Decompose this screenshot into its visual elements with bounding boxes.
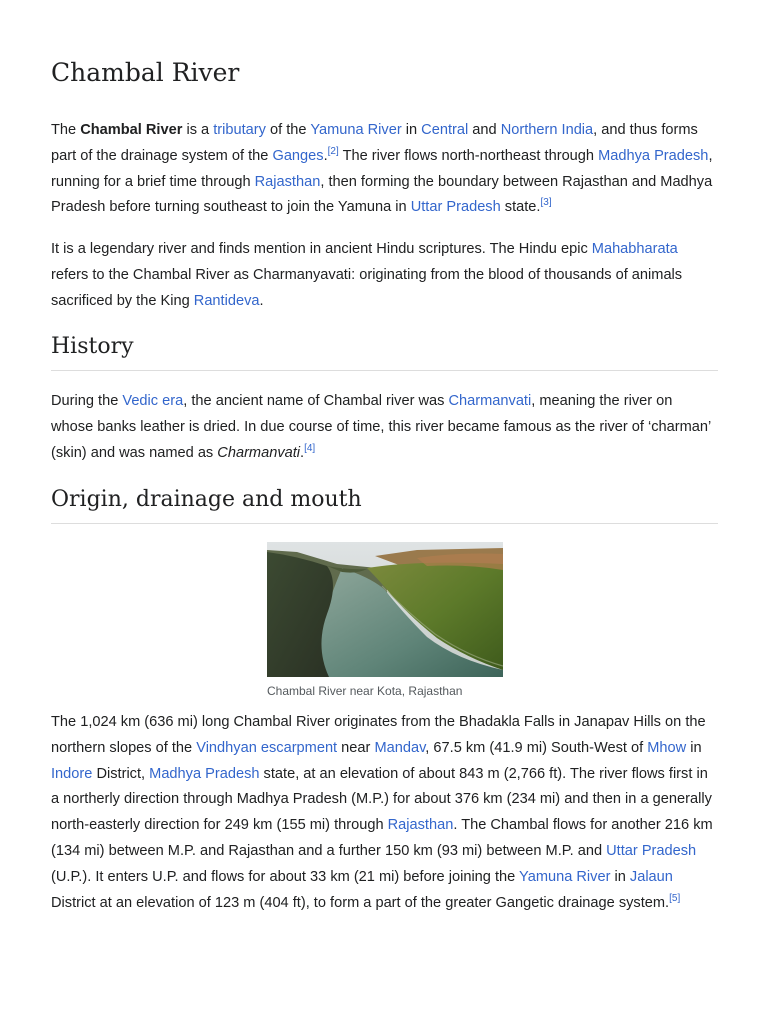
link-northern-india[interactable]: Northern India bbox=[500, 122, 594, 138]
link-mandav[interactable]: Mandav bbox=[374, 739, 426, 756]
section-divider bbox=[51, 523, 718, 524]
history-heading: History bbox=[51, 334, 134, 359]
intro-paragraph: The Chambal River is a tributary of the Yamuna River in Central and Northern India, and thus forms part of the drainage system of the Ganges.[2] The river flows north-northeast through Madhya Pradesh, running for a brief time through Rajasthan, then forming the boundary between Rajasthan and Madhya Pradesh before turning southeast to join the Yamuna in Uttar Pradesh state.[3] bbox=[51, 122, 713, 216]
link-uttar-pradesh[interactable]: Uttar Pradesh bbox=[410, 199, 501, 216]
link-yamuna-river[interactable]: Yamuna River bbox=[519, 868, 611, 885]
bold-term: Chambal River bbox=[80, 122, 183, 138]
link-rajasthan[interactable]: Rajasthan bbox=[254, 173, 321, 190]
river-figure bbox=[267, 542, 503, 698]
river-photo[interactable] bbox=[267, 542, 503, 677]
link-ganges[interactable]: Ganges bbox=[272, 147, 324, 164]
link-indore[interactable]: Indore bbox=[51, 765, 93, 782]
link-yamuna-river[interactable]: Yamuna River bbox=[310, 122, 402, 138]
figure-caption: Chambal River near Kota, Rajasthan bbox=[267, 684, 463, 698]
link-mahabharata[interactable]: Mahabharata bbox=[591, 241, 678, 257]
origin-heading: Origin, drainage and mouth bbox=[51, 487, 362, 512]
history-paragraph: During the Vedic era, the ancient name of Chambal river was Charmanvati, meaning the river on whose banks leather is dried. In due course of time, this river became famous as the river of ‘charman’ (skin) and was named as Charmanvati.[4] bbox=[51, 393, 711, 461]
reference-3[interactable]: [3] bbox=[540, 197, 552, 209]
reference-4[interactable]: [4] bbox=[304, 442, 316, 454]
link-rantideva[interactable]: Rantideva bbox=[193, 292, 260, 309]
italic-term: Charmanvati bbox=[217, 444, 301, 461]
reference-2[interactable]: [2] bbox=[327, 145, 339, 157]
origin-section-header bbox=[51, 487, 718, 524]
link-jalaun[interactable]: Jalaun bbox=[629, 868, 673, 885]
link-mhow[interactable]: Mhow bbox=[647, 739, 687, 756]
section-divider bbox=[51, 370, 718, 371]
reference-5[interactable]: [5] bbox=[669, 892, 681, 904]
link-central[interactable]: Central bbox=[421, 122, 469, 138]
link-rajasthan[interactable]: Rajasthan bbox=[387, 817, 454, 834]
link-vedic-era[interactable]: Vedic era bbox=[122, 393, 184, 409]
link-madhya-pradesh[interactable]: Madhya Pradesh bbox=[149, 765, 260, 782]
link-charmanvati[interactable]: Charmanvati bbox=[448, 393, 532, 409]
link-vindhyan-escarpment[interactable]: Vindhyan escarpment bbox=[196, 739, 338, 756]
origin-paragraph: The 1,024 km (636 mi) long Chambal River originates from the Bhadakla Falls in Janapav Hills on the northern slopes of the Vindhyan escarpment near Mandav, 67.5 km (41.9 mi) South-West of Mhow in Indore District, Madhya Pradesh state, at an elevation of about 843 m (2,766 ft). The river flows first in a northerly direction through Madhya Pradesh (M.P.) for about 376 km (234 mi) and then in a generally north-easterly direction for 249 km (155 mi) through Rajasthan. The Chambal flows for another 216 km (134 mi) between M.P. and Rajasthan and a further 150 km (93 mi) between M.P. and Uttar Pradesh (U.P.). It enters U.P. and flows for about 33 km (21 mi) before joining the Yamuna River in Jalaun District at an elevation of 123 m (404 ft), to form a part of the greater Gangetic drainage system.[5] bbox=[51, 714, 713, 911]
history-section-header bbox=[51, 334, 718, 371]
page-title: Chambal River bbox=[51, 58, 240, 87]
link-uttar-pradesh[interactable]: Uttar Pradesh bbox=[606, 842, 697, 859]
link-tributary[interactable]: tributary bbox=[213, 122, 266, 138]
link-madhya-pradesh[interactable]: Madhya Pradesh bbox=[598, 147, 709, 164]
legend-paragraph: It is a legendary river and finds mention in ancient Hindu scriptures. The Hindu epic Mahabharata refers to the Chambal River as Charmanyavati: originating from the blood of thousands of animals sacrificed by the King Rantideva. bbox=[51, 241, 683, 309]
